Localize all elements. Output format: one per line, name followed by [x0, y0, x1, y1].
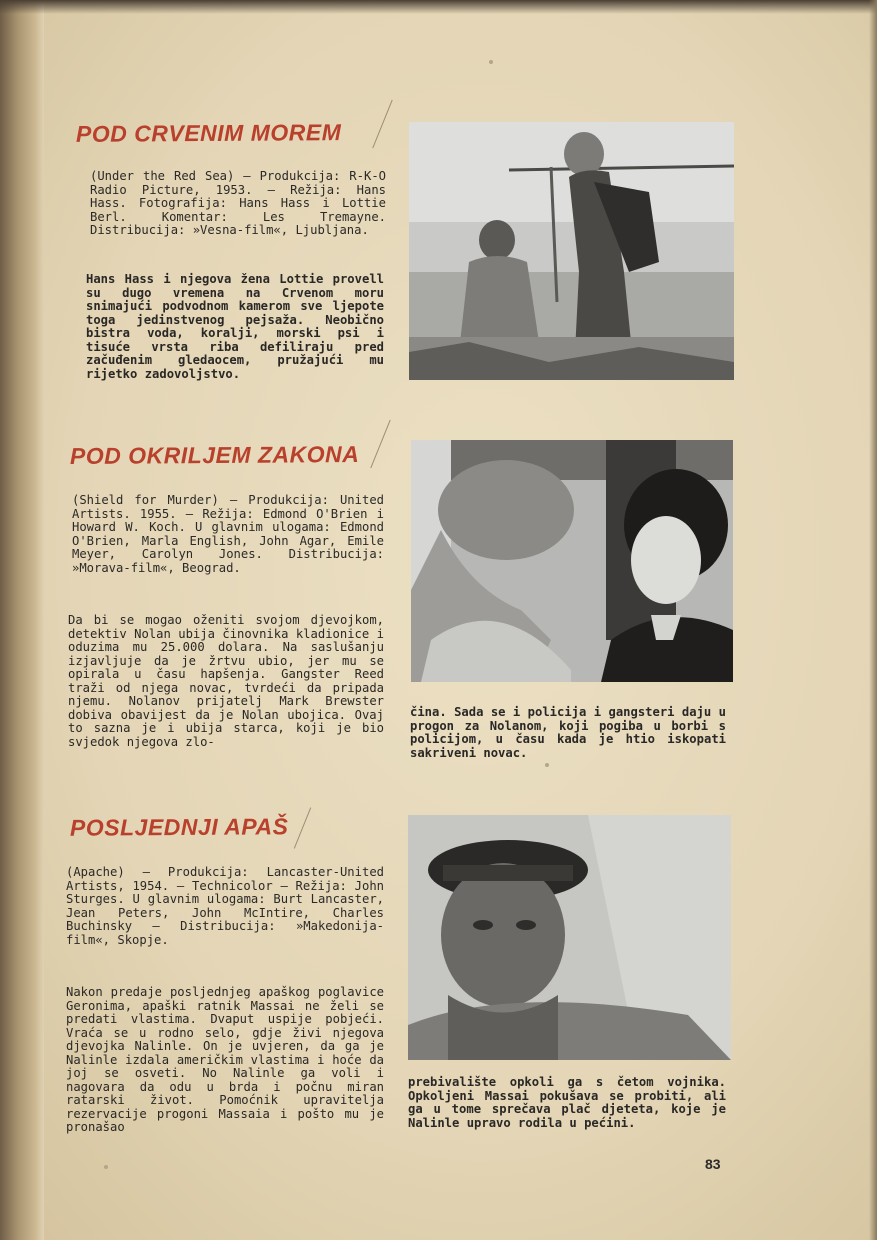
paper-speck [489, 60, 493, 64]
page-top-edge [0, 0, 877, 14]
paper-speck [545, 763, 549, 767]
photo-man-and-woman [411, 440, 733, 682]
film-1-title: POD CRVENIM MOREM [75, 119, 342, 147]
film-3-synopsis: Nakon predaje posljednjeg apaškog poglavice Geronima, apaški ratnik Massai ne želi se predati vlastima. Dvaput uspije pobjeći. Vraća se u rodno selo, gdje živi njegova djevojka Nalinle. On je uvjeren, da ga je Nalinle izdala američkim vlastima i hoće da joj se osveti. No Nalinle ga voli i nagovara da odu u brda i počnu miran ratarski život. Pomoćnik upravitelja rezervacije progoni Massaia i pošto mu je pronašao [66, 985, 384, 1134]
title-divider [372, 100, 392, 149]
film-1-synopsis: Hans Hass i njegova žena Lottie provell su dugo vremena na Crvenom moru snimajući podvodnom kamerom sve ljepote toga jedinstvenog pejsaža. Neobično bistra voda, koralji, morski psi i tisuće vrsta riba defiliraju pred začuđenim gledaocem, pružajući mu rijetko zadovoljstvo. [86, 272, 384, 381]
title-divider [294, 807, 311, 848]
film-2-synopsis: Da bi se mogao oženiti svojom djevojkom, detektiv Nolan ubija činovnika kladionice i oduzima mu 25.000 dolara. Na saslušanju izjavljuje da je žrtvu ubio, jer mu se opirala u času hapšenja. Gangster Reed traži od njega novac, tvrdeći da pripada njemu. Nolanov prijatelj Mark Brewster dobiva obavijest da je Nolan ubojica. Ovaj to sazna je i ubija starca, koji je bio svjedok njegova zlo- [68, 613, 384, 749]
title-divider [370, 420, 390, 469]
paper-speck [104, 1165, 108, 1169]
film-3-credits: (Apache) — Produkcija: Lancaster-United Artists, 1954. — Technicolor — Režija: John Sturges. U glavnim ulogama: Burt Lancaster, Jean Peters, John McIntire, Charles Buchinsky — Distribucija: »Makedonija-film«, Skopje. [66, 865, 384, 947]
film-1-credits: (Under the Red Sea) — Produkcija: R-K-O Radio Picture, 1953. — Režija: Hans Hass. Fotografija: Hans Hass i Lottie Berl. Komentar: Les Tremayne. Distribucija: »Vesna-film«, Ljubljana. [90, 169, 386, 237]
photo-divers-on-boat [409, 122, 734, 380]
film-2-synopsis-continued: čina. Sada se i policija i gangsteri daju u progon za Nolanom, koji pogiba u borbi s policijom, u času kada je htio iskopati sakriveni novac. [410, 705, 726, 760]
page-right-edge [869, 0, 877, 1240]
film-3-synopsis-continued: prebivalište opkoli ga s četom vojnika. Opkoljeni Massai pokušava se probiti, ali ga u tome sprečava plač djeteta, koje je Nalinle upravo rodila u pećini. [408, 1075, 726, 1130]
film-2-title: POD OKRILJEM ZAKONA [69, 440, 360, 470]
page-gutter [0, 0, 44, 1240]
page-number: 83 [705, 1156, 721, 1172]
film-3-title: POSLJEDNJI APAŠ [69, 813, 289, 841]
photo-apache-warrior [408, 815, 731, 1060]
film-2-credits: (Shield for Murder) — Produkcija: United Artists. 1955. — Režija: Edmond O'Brien i Howard W. Koch. U glavnim ulogama: Edmond O'Brien, Marla English, John Agar, Emile Meyer, Carolyn Jones. Distribucija: »Morava-film«, Beograd. [72, 493, 384, 575]
